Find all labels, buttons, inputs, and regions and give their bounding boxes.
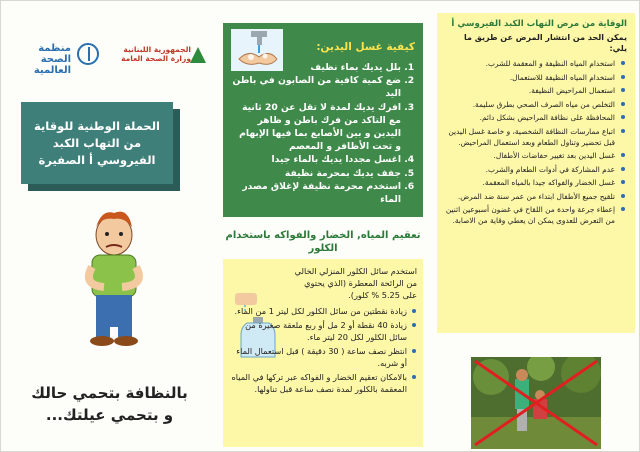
- slogan: [17, 382, 202, 426]
- who-emblem-icon: [77, 43, 99, 65]
- sterilize-items: [229, 305, 417, 395]
- prevention-title: الوقاية من مرض التهاب الكبد الفيروسي أ: [451, 19, 627, 29]
- prevention-subtitle: يمكن الحد من انتشار المرض عن طريق ما يلي:: [464, 33, 627, 53]
- sterilize-item: بالامكان تعقيم الخضار و الفواكه عبر تركها في المياه المعقمة بالكلور لمدة نصف ساعة قبل تناولها.: [229, 371, 407, 395]
- handwash-box: [223, 23, 423, 217]
- handwash-step: 3. افرك يديك لمدة لا تقل عن 20 ثانية مع التاكد من فرك باطن و ظاهر اليدين و بين الأصابع بما فيها الإبهام و تحت الأظافر و المعصم: [231, 101, 401, 154]
- handwash-step: 2. ضع كمية كافية من الصابون في باطن اليد: [231, 74, 401, 100]
- prevention-item: غسل اليدين بعد تغيير حفاضات الأطفال.: [445, 150, 615, 161]
- prevention-item: المحافظة على نظافة المراحيض بشكل دائم.: [445, 112, 615, 123]
- sterilize-box: [223, 259, 423, 447]
- prevention-item: غسل الخضار والفواكه جيدا بالمياه المعقمة.: [445, 177, 615, 188]
- campaign-title: الحملة الوطنية للوقاية من التهاب الكبد الفيروسي أ الصفيرة: [21, 102, 173, 184]
- sterilize-item: زيادة 40 نقطة أو 2 مل أو ربع ملعقة صغيرة من سائل الكلور لكل 20 ليتر ماء.: [229, 319, 407, 343]
- prevention-items: [445, 58, 627, 226]
- prevention-item: استخدام المياه النظيفة و المعقمة للشرب.: [445, 58, 615, 69]
- middle-panel: [223, 7, 423, 445]
- prevention-item: عدم المشاركة في أدوات الطعام والشرب.: [445, 164, 615, 175]
- handwash-step: 5. جفف يديك بمحرمة نظيفة: [231, 167, 401, 180]
- crossed-out-photo: [471, 357, 601, 449]
- prevention-item: إعطاء جرعة واحدة من اللقاح في غضون أسبوعين اثنين من التعرض للعدوى يمكن ان يعطي وقاية من الاصابة.: [445, 205, 615, 225]
- right-panel: [437, 7, 635, 445]
- prevention-item: استعمال المراحيض النظيفة.: [445, 85, 615, 96]
- who-name: منظمة الصحة العالمية: [33, 43, 71, 76]
- slogan-line-1: بالنظافة بتحمي حالك: [31, 384, 188, 402]
- slogan-line-2: و بتحمي عيلتك...: [45, 406, 174, 424]
- prevention-box: [437, 13, 635, 333]
- prevention-item: اتباع ممارسات النظافة الشخصية، و خاصة غسل اليدين قبل تحضير وتناول الطعام وبعد استعمال المراحيض.: [445, 126, 615, 148]
- prevention-item: التخلص من مياه الصرف الصحي بطرق سليمة.: [445, 99, 615, 110]
- handwash-steps: [231, 61, 415, 206]
- prevention-item: تلقيح جميع الأطفال ابتداء من عمر سنة ضد المرض.: [445, 191, 615, 202]
- sterilize-title: تعقيم المياه, الخضار والفواكه باستخدام الكلور: [225, 230, 421, 254]
- ministry-name: الجمهورية اللبنانية وزارة الصحة العامة: [121, 45, 191, 63]
- cedar-icon: [190, 47, 206, 63]
- sterilize-item: انتظر نصف ساعة ( 30 دقيقة ) قبل استعمال الماء أو شربه.: [229, 345, 407, 369]
- handwash-step: 6. استخدم محرمة نظيفة لإغلاق مصدر الماء: [231, 180, 401, 206]
- logo-row: [7, 13, 207, 76]
- prevention-item: استخدام المياه النظيفة للاستعمال.: [445, 72, 615, 83]
- sick-boy-illustration: [62, 207, 162, 347]
- handwash-step: 1. بلل يديك بماء نظيف: [231, 61, 401, 74]
- handwash-icon: [231, 29, 283, 71]
- handwash-title: كيفية غسل اليدين:: [316, 41, 415, 53]
- sterilize-intro: استخدم سائل الكلور المنزلي الخالي من الرائحة المعطرة (الذي يحتوي على 5.25 % كلور).: [294, 266, 417, 300]
- left-panel: [7, 7, 207, 445]
- sterilize-item: زيادة نقطتين من سائل الكلور لكل ليتر 1 من الماء.: [229, 305, 407, 317]
- handwash-step: 4. اغسل مجددا يديك بالماء جيدا: [231, 153, 401, 166]
